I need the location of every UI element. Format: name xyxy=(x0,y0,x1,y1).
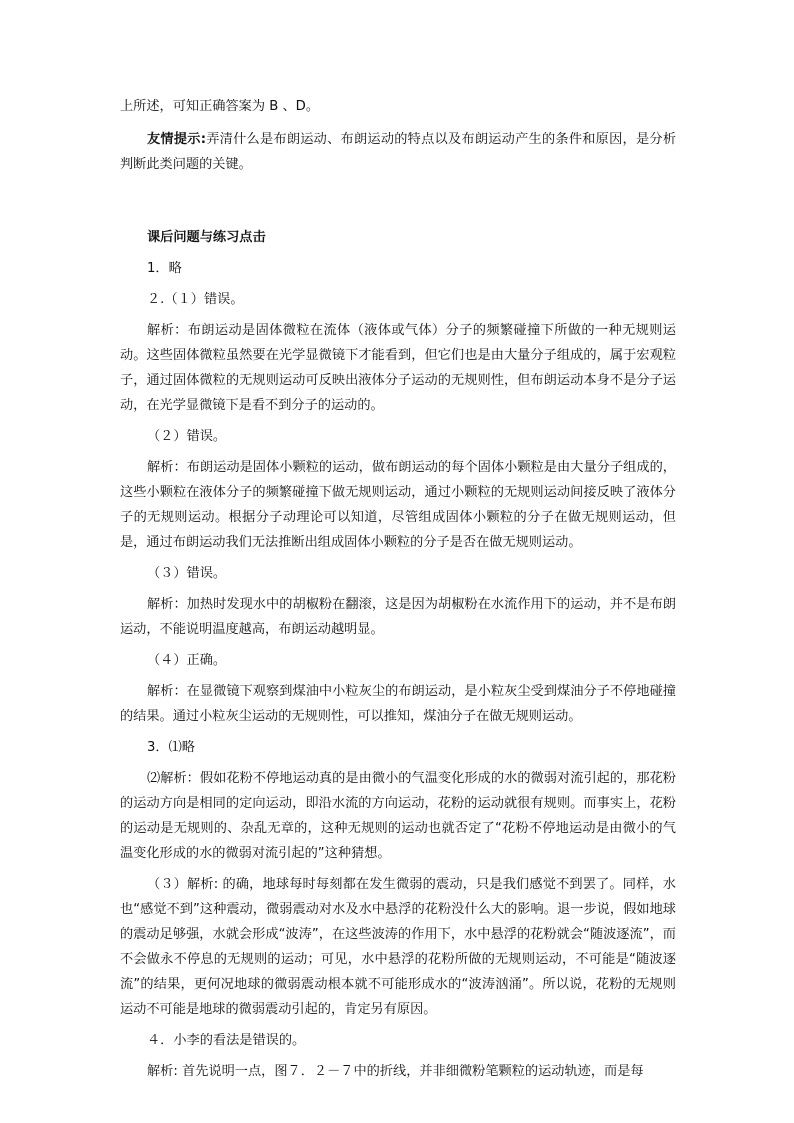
q4-analysis: 解析: 首先说明一点，图７．２－７中的折线，并非细微粉笔颗粒的运动轨迹，而是每 xyxy=(147,1064,644,1079)
q2-part4-analysis: 解析：在显微镜下观察到煤油中小粒灰尘的布朗运动，是小粒灰尘受到煤油分子不停地碰撞的结果。通过小粒灰尘运动的无规则性，可以推知，煤油分子在做无规则运动。 xyxy=(120,684,676,724)
q3-part1-label: 3．⑴略 xyxy=(147,740,195,755)
q2-part1-analysis: 解析：布朗运动是固体微粒在流体（液体或气体）分子的频繁碰撞下所做的一种无规则运动。这些固体微粒虽然要在光学显微镜下才能看到，但它们也是由大量分子组成的，属于宏观粒子，通过固体微粒的无规则运动可反映出液体分子运动的无规则性，但布朗运动本身不是分子运动，在光学显微镜下是看不到分子的运动的。 xyxy=(120,323,676,413)
q4-label: ４．小李的看法是错误的。 xyxy=(147,1033,306,1048)
tip-paragraph xyxy=(120,127,676,177)
document-page xyxy=(120,94,676,1084)
q3-part3-analysis: （３）解析: 的确，地球每时每刻都在发生微弱的震动，只是我们感觉不到罢了。同样，水也“感觉不到”这种震动，微弱震动对水及水中悬浮的花粉没什么大的影响。退一步说，假如地球的震动足够强，水就会形成“波涛”，在这些波涛的作用下，水中悬浮的花粉就会“随波逐流”，而不会做永不停息的无规则的运动；可见，水中悬浮的花粉所做的无规则运动，不可能是“随波逐流”的结果，更何况地球的微弱震动根本就不可能形成水的“波涛汹涌”。所以说，花粉的无规则运动不可能是地球的微弱震动引起的，肯定另有原因。 xyxy=(120,877,676,1017)
q2-part2-label: （２）错误。 xyxy=(147,429,227,444)
q1-answer: 1．略 xyxy=(147,261,182,276)
tip-label: 友情提示: xyxy=(147,132,206,147)
tip-text: 弄清什么是布朗运动、布朗运动的特点以及布朗运动产生的条件和原因，是分析判断此类问题的关键。 xyxy=(120,132,677,172)
q2-part1-label: ２.（１）错误。 xyxy=(147,292,244,307)
q3-part2-analysis: ⑵解析：假如花粉不停地运动真的是由微小的气温变化形成的水的微弱对流引起的，那花粉的运动方向是相同的定向运动，即沿水流的方向运动，花粉的运动就很有规则。而事实上，花粉的运动是无规则的、杂乱无章的，这种无规则的运动也就否定了“花粉不停地运动是由微小的气温变化形成的水的微弱对流引起的”这种猜想。 xyxy=(120,771,676,861)
q2-part3-analysis: 解析：加热时发现水中的胡椒粉在翻滚，这是因为胡椒粉在水流作用下的运动，并不是布朗运动，不能说明温度越高，布朗运动越明显。 xyxy=(120,597,676,637)
q2-part4-label: （４）正确。 xyxy=(147,653,227,668)
q2-part2-analysis: 解析：布朗运动是固体小颗粒的运动，做布朗运动的每个固体小颗粒是由大量分子组成的，这些小颗粒在液体分子的频繁碰撞下做无规则运动，通过小颗粒的无规则运动间接反映了液体分子的无规则运动。根据分子动理论可以知道，尽管组成固体小颗粒的分子在做无规则运动，但是，通过布朗运动我们无法推断出组成固体小颗粒的分子是否在做无规则运动。 xyxy=(120,460,676,550)
q2-part3-label: （３）错误。 xyxy=(147,566,227,581)
intro-line: 上所述，可知正确答案为 B 、D。 xyxy=(120,99,320,114)
section-title: 课后问题与练习点击 xyxy=(147,230,266,245)
